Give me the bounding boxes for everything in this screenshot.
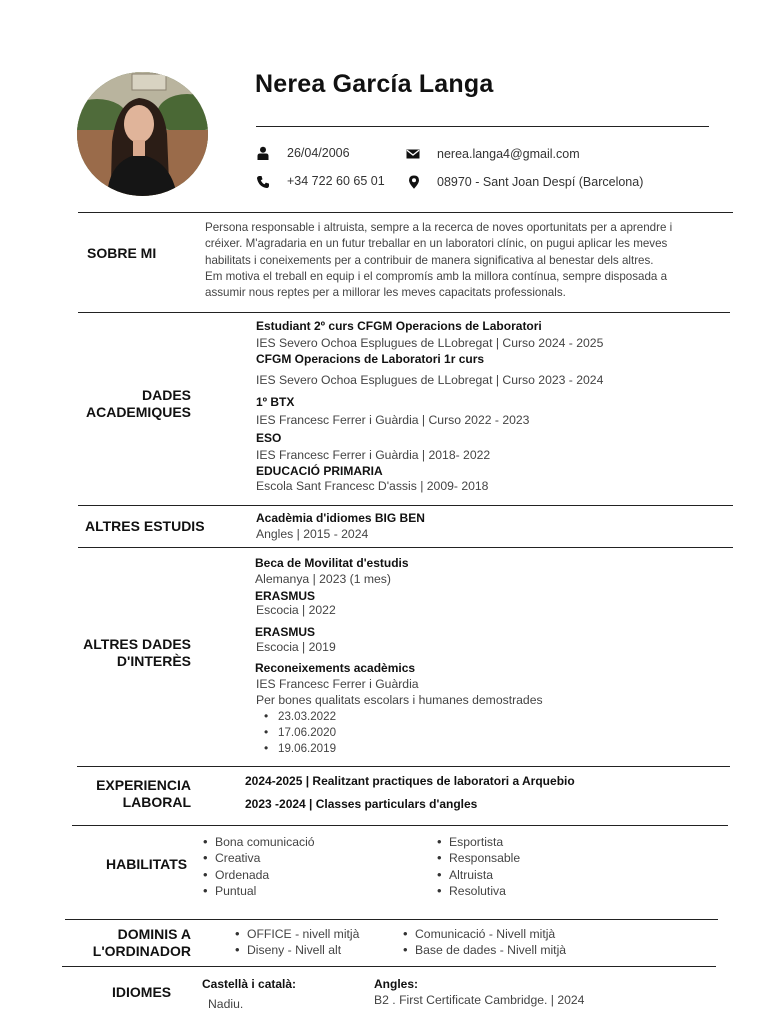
divider bbox=[72, 825, 728, 826]
phone: +34 722 60 65 01 bbox=[287, 174, 385, 188]
section-title-habilitats: HABILITATS bbox=[106, 856, 188, 872]
experience-item: 2023 -2024 | Classes particulars d'angles bbox=[245, 797, 478, 811]
computer-skill-item: • Comunicació - Nivell mitjà bbox=[401, 927, 555, 941]
skill-item: • Bona comunicació bbox=[201, 835, 315, 849]
skill-item: • Puntual bbox=[201, 884, 256, 898]
section-title-idiomes: IDIOMES bbox=[112, 984, 172, 1000]
section-title-experiencia: EXPERIENCIA LABORAL bbox=[96, 777, 191, 810]
profile-photo bbox=[77, 72, 208, 196]
section-title-altres-dades: ALTRES DADES D'INTERÈS bbox=[83, 636, 191, 669]
academic-item-title: EDUCACIÓ PRIMARIA bbox=[256, 464, 383, 478]
address: 08970 - Sant Joan Despí (Barcelona) bbox=[437, 175, 644, 189]
language-detail: Nadiu. bbox=[208, 997, 244, 1011]
computer-skill-item: • Base de dades - Nivell mitjà bbox=[401, 943, 566, 957]
interest-item-detail: Escocia | 2019 bbox=[256, 640, 336, 654]
section-title-sobre-mi: SOBRE MI bbox=[87, 245, 157, 261]
divider bbox=[78, 505, 733, 506]
skill-item: • Esportista bbox=[435, 835, 503, 849]
interest-item-title: ERASMUS bbox=[255, 589, 316, 603]
recognition-description: Per bones qualitats escolars i humanes demostrades bbox=[256, 693, 543, 707]
academic-item-title: 1º BTX bbox=[256, 395, 295, 409]
language-title: Angles: bbox=[374, 977, 419, 991]
academic-item-detail: IES Francesc Ferrer i Guàrdia | Curso 2022 - 2023 bbox=[256, 413, 530, 427]
location-pin-icon bbox=[407, 175, 421, 189]
academic-item-title: Estudiant 2º curs CFGM Operacions de Laboratori bbox=[256, 319, 542, 333]
skill-item: • Ordenada bbox=[201, 868, 269, 882]
divider bbox=[78, 547, 733, 548]
recognition-date: • 17.06.2020 bbox=[256, 726, 336, 739]
about-paragraph: Persona responsable i altruista, sempre a la recerca de noves oportunitats per a aprendre i créixer. M'agradaria en un futur treballar en un laboratori clínic, on pugui aplicar les meves habilitats i coneixements per a contribuir de manera significativa al benestar dels altres. Em motiva el treball en equip i el compromís amb la millora contínua, sempre disposada a assumir nous reptes per a millorar les meves capacitats professionals. bbox=[205, 221, 673, 300]
candidate-name: Nerea García Langa bbox=[255, 70, 494, 98]
computer-skill-item: • OFFICE - nivell mitjà bbox=[233, 927, 359, 941]
skill-item: • Altruista bbox=[435, 868, 493, 882]
section-title-dades-academiques: DADES ACADEMIQUES bbox=[85, 387, 191, 420]
interest-item-detail: Escocia | 2022 bbox=[256, 603, 336, 617]
section-title-dominis: DOMINIS A L'ORDINADOR bbox=[92, 926, 191, 959]
academic-item-title: CFGM Operacions de Laboratori 1r curs bbox=[256, 352, 485, 366]
divider bbox=[62, 966, 716, 967]
interest-item-detail: Alemanya | 2023 (1 mes) bbox=[255, 572, 391, 586]
computer-skill-item: • Diseny - Nivell alt bbox=[233, 943, 341, 957]
skill-item: • Responsable bbox=[435, 851, 520, 865]
mail-icon bbox=[406, 147, 420, 161]
study-detail: Angles | 2015 - 2024 bbox=[256, 527, 369, 541]
section-title-altres-estudis: ALTRES ESTUDIS bbox=[85, 518, 205, 534]
recognition-school: IES Francesc Ferrer i Guàrdia bbox=[256, 677, 419, 691]
header-divider bbox=[256, 126, 709, 127]
phone-icon bbox=[256, 175, 270, 189]
academic-item-detail: IES Severo Ochoa Esplugues de LLobregat | Curso 2024 - 2025 bbox=[256, 336, 604, 350]
divider bbox=[65, 919, 718, 920]
language-title: Castellà i català: bbox=[202, 977, 297, 991]
divider bbox=[77, 766, 730, 767]
birthdate: 26/04/2006 bbox=[287, 146, 350, 160]
person-icon bbox=[256, 146, 270, 160]
interest-item-title: ERASMUS bbox=[255, 625, 316, 639]
interest-item-title: Beca de Movilitat d'estudis bbox=[255, 556, 409, 570]
academic-item-detail: IES Francesc Ferrer i Guàrdia | 2018- 2022 bbox=[256, 448, 491, 462]
skill-item: • Creativa bbox=[201, 851, 260, 865]
divider bbox=[78, 312, 730, 313]
recognition-date: • 23.03.2022 bbox=[256, 710, 336, 723]
academic-item-detail: Escola Sant Francesc D'assis | 2009- 2018 bbox=[256, 479, 489, 493]
academic-item-detail: IES Severo Ochoa Esplugues de LLobregat | Curso 2023 - 2024 bbox=[256, 373, 604, 387]
experience-item: 2024-2025 | Realitzant practiques de laboratori a Arquebio bbox=[245, 774, 575, 788]
study-title: Acadèmia d'idiomes BIG BEN bbox=[256, 511, 425, 525]
skill-item: • Resolutiva bbox=[435, 884, 506, 898]
recognition-title: Reconeixements acadèmics bbox=[255, 661, 416, 675]
recognition-date: • 19.06.2019 bbox=[256, 742, 336, 755]
divider bbox=[78, 212, 733, 213]
language-detail: B2 . First Certificate Cambridge. | 2024 bbox=[374, 993, 585, 1007]
academic-item-title: ESO bbox=[256, 431, 282, 445]
email[interactable]: nerea.langa4@gmail.com bbox=[437, 147, 580, 161]
